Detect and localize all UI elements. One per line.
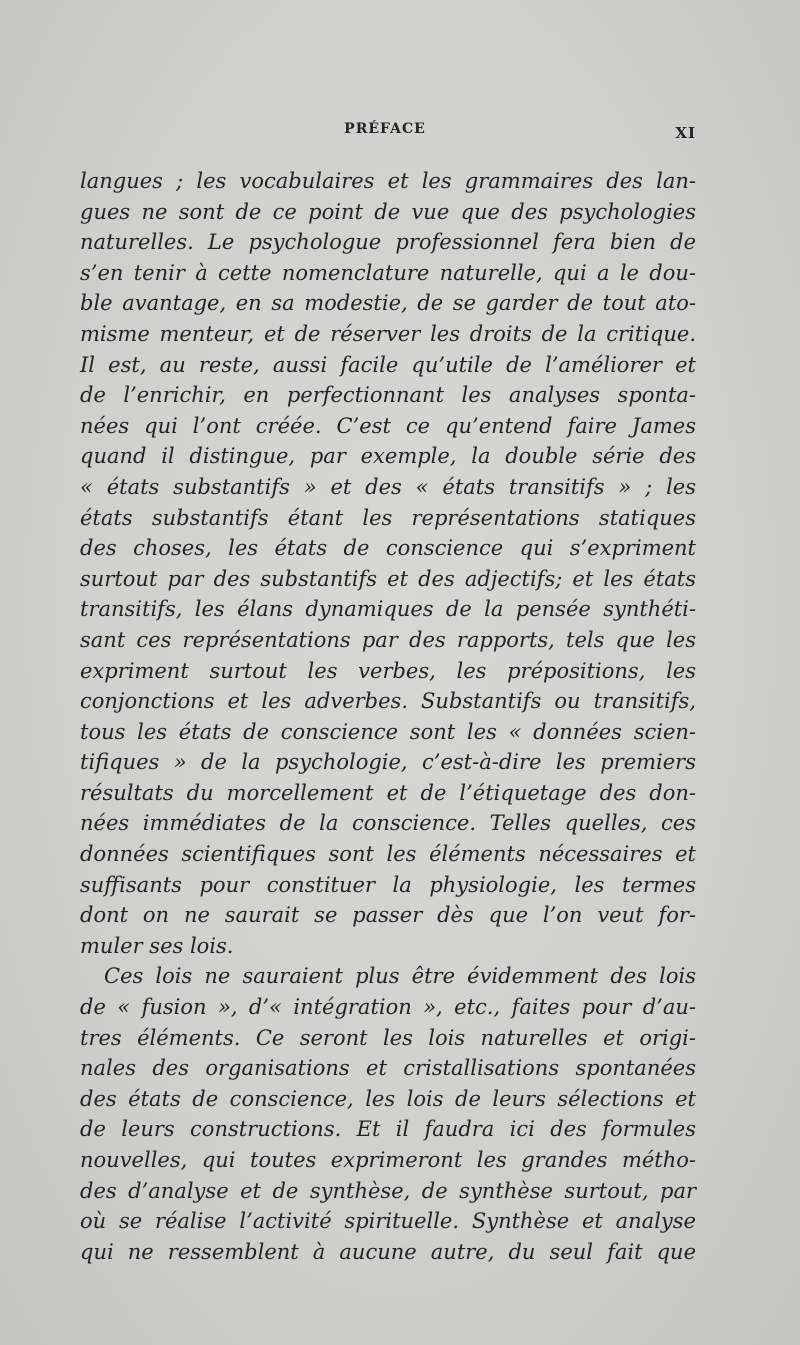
page-header bbox=[0, 121, 800, 145]
text-line: gues ne sont de ce point de vue que des psychologies bbox=[80, 199, 696, 224]
text-line: naturelles. Le psychologue professionnel fera bien de bbox=[80, 230, 696, 255]
text-line: tous les états de conscience sont les « données scien- bbox=[80, 719, 696, 744]
text-line: misme menteur, et de réserver les droits de la critique. bbox=[80, 321, 696, 346]
text-line: nées immédiates de la conscience. Telles quelles, ces bbox=[80, 811, 696, 836]
text-line: « états substantifs » et des « états transitifs » ; les bbox=[80, 474, 696, 499]
text-line: qui ne ressemblent à aucune autre, du seul fait que bbox=[80, 1239, 696, 1264]
text-line: de « fusion », d’« intégration », etc., faites pour d’au- bbox=[80, 995, 696, 1020]
text-line: langues ; les vocabulaires et les grammaires des lan- bbox=[80, 169, 696, 193]
text-line: des d’analyse et de synthèse, de synthèse surtout, par bbox=[80, 1178, 696, 1203]
text-line: de l’enrichir, en perfectionnant les analyses sponta- bbox=[80, 383, 696, 408]
text-line: muler ses lois. bbox=[80, 933, 234, 958]
text-line: de leurs constructions. Et il faudra ici des formules bbox=[80, 1117, 696, 1142]
text-line: tres éléments. Ce seront les lois naturelles et origi- bbox=[80, 1025, 696, 1050]
text-line: ble avantage, en sa modestie, de se garder de tout ato- bbox=[80, 291, 696, 316]
text-line: conjonctions et les adverbes. Substantifs ou transitifs, bbox=[80, 689, 696, 714]
running-title: PRÉFACE bbox=[344, 121, 426, 137]
text-line: quand il distingue, par exemple, la double série des bbox=[80, 444, 696, 469]
text-line: où se réalise l’activité spirituelle. Synthèse et analyse bbox=[80, 1209, 696, 1234]
text-line: surtout par des substantifs et des adjectifs; et les états bbox=[80, 566, 696, 591]
text-line: sant ces représentations par des rapports, tels que les bbox=[80, 627, 696, 652]
paragraph bbox=[80, 166, 696, 961]
text-line: transitifs, les élans dynamiques de la pensée synthéti- bbox=[80, 597, 696, 622]
text-line: nées qui l’ont créée. C’est ce qu’entend faire James bbox=[80, 413, 696, 438]
text-line: nouvelles, qui toutes exprimeront les grandes métho- bbox=[80, 1148, 696, 1172]
text-line: expriment surtout les verbes, les prépositions, les bbox=[80, 658, 696, 683]
text-line: suffisants pour constituer la physiologie, les termes bbox=[80, 872, 696, 897]
body-text bbox=[80, 166, 696, 1267]
text-line: nales des organisations et cristallisations spontanées bbox=[80, 1056, 696, 1081]
page-number: XI bbox=[675, 124, 696, 142]
text-line: données scientifiques sont les éléments nécessaires et bbox=[80, 842, 696, 867]
text-line: des états de conscience, les lois de leurs sélections et bbox=[80, 1086, 696, 1111]
text-line: tifiques » de la psychologie, c’est-à-dire les premiers bbox=[80, 750, 696, 775]
text-line: Ces lois ne sauraient plus être évidemment des lois bbox=[104, 964, 696, 989]
text-line: des choses, les états de conscience qui s’expriment bbox=[80, 536, 696, 561]
text-line: dont on ne saurait se passer dès que l’on veut for- bbox=[80, 903, 696, 928]
text-line: états substantifs étant les représentations statiques bbox=[80, 505, 696, 530]
text-line: Il est, au reste, aussi facile qu’utile de l’améliorer et bbox=[80, 352, 696, 377]
text-line: résultats du morcellement et de l’étiquetage des don- bbox=[80, 780, 696, 805]
paragraph bbox=[80, 961, 696, 1267]
text-line: s’en tenir à cette nomenclature naturelle, qui a le dou- bbox=[80, 260, 696, 285]
